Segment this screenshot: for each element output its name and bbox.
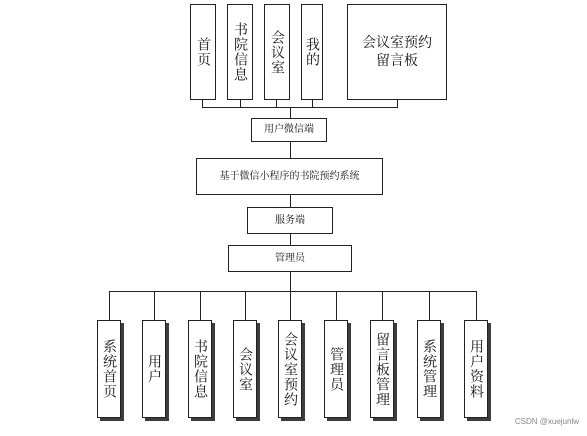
watermark: CSDN @xuejunlw: [514, 417, 579, 426]
module-message-board-management: [370, 320, 394, 418]
admin-node: [228, 245, 352, 272]
module-meeting-room: [233, 320, 257, 418]
connector: [290, 107, 291, 118]
connector: [290, 142, 291, 158]
connector: [476, 291, 477, 320]
connector: [154, 291, 155, 320]
connector: [290, 291, 291, 320]
top-node-message-board: [347, 4, 447, 100]
server-node-label: 服务端: [275, 214, 305, 226]
module-system-home-label: 系统首页: [101, 339, 117, 399]
connector: [382, 291, 383, 320]
module-user-label: 用户: [146, 354, 162, 384]
connector: [429, 291, 430, 320]
module-meeting-reservation: [278, 320, 302, 418]
top-node-message-board-label: 会议室预约留言板: [362, 35, 432, 69]
top-node-mine-label: 我的: [304, 37, 320, 67]
module-user: [142, 320, 166, 418]
module-system-home: [97, 320, 121, 418]
connector: [109, 291, 110, 320]
connector: [290, 234, 291, 245]
module-administrator-label: 管理员: [328, 346, 344, 392]
module-meeting-room-label: 会议室: [237, 346, 253, 392]
module-academy-info: [188, 320, 212, 418]
module-user-profile: [464, 320, 488, 418]
module-message-board-management-label: 留言板管理: [374, 331, 390, 407]
admin-node-label: 管理员: [275, 252, 305, 264]
top-node-mine: [301, 4, 323, 100]
module-system-management: [417, 320, 441, 418]
top-node-home: [190, 4, 216, 100]
top-node-academy-info-label: 书院信息: [232, 22, 248, 82]
connector: [202, 107, 398, 108]
connector: [290, 195, 291, 207]
connector: [336, 291, 337, 320]
connector: [109, 291, 476, 292]
module-meeting-reservation-label: 会议室预约: [282, 331, 298, 407]
module-administrator: [324, 320, 348, 418]
client-node-label: 用户微信端: [264, 124, 314, 135]
system-node-label: 基于微信小程序的书院预约系统: [219, 170, 360, 182]
top-node-meeting-room-label: 会议室: [269, 29, 285, 75]
top-node-academy-info: [227, 4, 253, 100]
client-node: [251, 118, 327, 142]
server-node: [247, 207, 333, 234]
module-system-management-label: 系统管理: [421, 339, 437, 399]
top-node-home-label: 首页: [195, 37, 211, 67]
module-user-profile-label: 用户资料: [468, 339, 484, 399]
connector: [245, 291, 246, 320]
connector: [200, 291, 201, 320]
system-node: [196, 158, 383, 195]
connector: [290, 272, 291, 291]
module-academy-info-label: 书院信息: [192, 339, 208, 399]
top-node-meeting-room: [264, 4, 290, 100]
